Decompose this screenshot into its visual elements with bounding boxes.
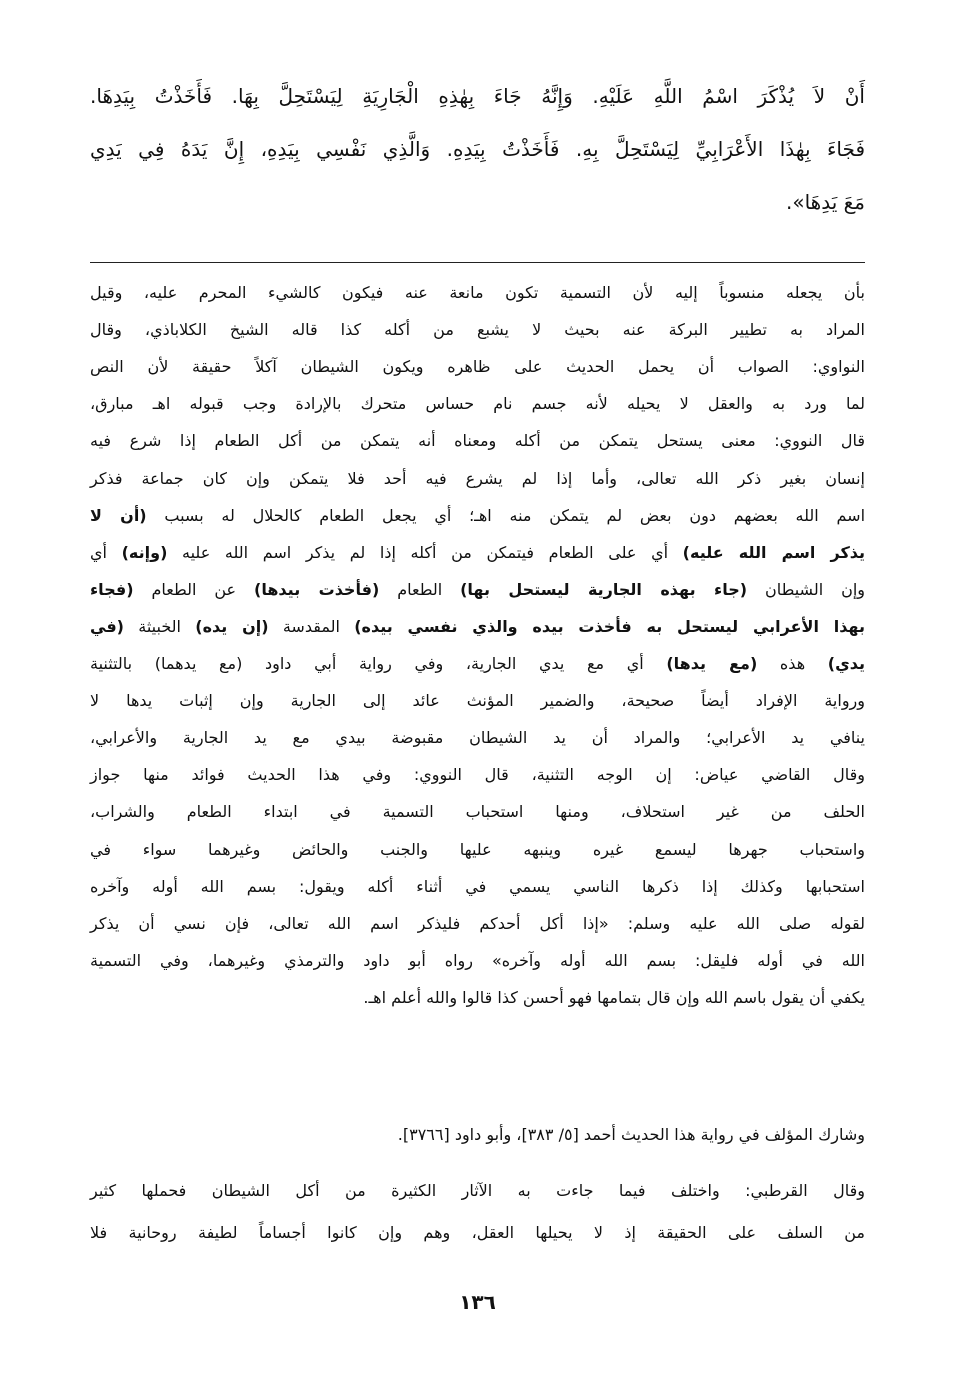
footnote-divider	[90, 262, 865, 263]
text-segment: هذه	[757, 654, 828, 673]
text-segment: المقدسة	[268, 616, 355, 636]
text-segment: لما ورد به والعقل لا يحيله لأنه جسم نام حساس متحرك بالإرادة وجب قبوله اهـ مبارق،	[90, 394, 865, 414]
bold-quote-segment: بهذا الأعرابي ليستحل به فأخذت بيده والذي نفسي بيده)	[354, 616, 866, 636]
qurtubi-line: وقال القرطبي: واختلف فيما جاءت به الآثار الكثيرة من أكل الشيطان فحملها كثير	[90, 1181, 865, 1200]
text-line	[90, 877, 865, 911]
text-segment: إنسان بغير ذكر الله تعالى، وأما إذا لم يشرع فيه أحد فلا يتمكن وإن كان جماعة فذكر	[90, 468, 865, 488]
bold-quote-segment: (وإنه)	[121, 542, 168, 562]
text-segment: قال النووي: معنى يستحل يتمكن من أكله ومعناه أنه يتمكن من أكل الطعام إذا شرع فيه	[90, 431, 865, 451]
text-line	[90, 394, 865, 428]
text-line	[90, 691, 865, 725]
text-segment: أي مع يدي الجارية، وفي رواية أبي داود (مع يدهما) بالتثنية	[90, 654, 667, 673]
text-line	[90, 283, 865, 317]
text-segment: المراد به تطيير البركة عنه بحيث لا يشبع من أكله كذا قاله الشيخ الكلاباذي، وقال	[90, 320, 865, 340]
text-line	[90, 137, 865, 177]
text-segment: الله في أوله فليقل: بسم الله أوله وآخره» رواه أبو داود والترمذي وغيرهما، وفي التسمية	[90, 950, 865, 970]
text-segment: استحبابها وكذلك إذا ذكرها الناسي يسمي في أثناء أكله ويقول: بسم الله أوله وآخره	[90, 876, 865, 896]
text-segment: يكفي أن يقول باسم الله وإن قال بتمامها فهو أحسن كذا قالوا والله أعلم اهـ.	[363, 987, 865, 1007]
bold-quote-segment: (في	[90, 616, 124, 636]
qurtubi-line: من السلف على الحقيقة إذ لا يحيلها العقل، وهم وإن كانوا أجساماً لطيفة روحانية فلا	[90, 1223, 865, 1242]
bold-quote-segment: (فأخذت بيدها)	[254, 579, 380, 599]
text-segment: ورواية الإفراد أيضاً صحيحة، والضمير المؤنث عائد إلى الجارية وإن إثبات يدها لا	[90, 691, 865, 711]
text-segment: أي	[90, 542, 122, 562]
text-segment: عن الطعام	[133, 579, 254, 599]
bold-quote-segment: (مع يدها)	[666, 654, 758, 673]
bold-quote-segment: يذكر اسم الله عليه)	[682, 542, 866, 562]
text-line	[90, 728, 865, 762]
text-line	[90, 617, 865, 651]
text-line	[90, 802, 865, 836]
text-line	[90, 357, 865, 391]
text-line	[90, 914, 865, 948]
text-segment: الطعام	[379, 579, 461, 599]
text-line	[90, 190, 865, 230]
text-segment: مَعَ يَدِهَا».	[785, 190, 865, 214]
text-segment: الحلف من غير استحلاف، ومنها استحباب التسمية في ابتداء الطعام والشراب،	[90, 802, 865, 822]
text-line	[90, 320, 865, 354]
text-segment: وقال القاضي عياض: إن الوجه التثنية، قال النووي: وفي هذا الحديث فوائد منها جواز	[90, 765, 865, 785]
page-number: ١٣٦	[459, 1290, 496, 1314]
text-line	[90, 84, 865, 124]
text-segment: أي على الطعام فيتمكن من أكله إذا لم يذكر اسم الله عليه	[167, 542, 683, 562]
bold-quote-segment: (جاء بهذه الجارية ليستحل بها)	[460, 579, 748, 599]
text-line	[90, 431, 865, 465]
text-segment: واستحباب جهرها ليسمع غيره وينبهه عليها والجنب والحائض وغيرهما سواء في	[90, 839, 865, 859]
bold-quote-segment: (إن يده)	[195, 616, 269, 636]
text-line	[90, 654, 865, 688]
text-line	[90, 580, 865, 614]
text-segment: لقوله صلى الله عليه وسلم: «إذا أكل أحدكم فليذكر اسم الله تعالى، فإن نسي أن يذكر	[90, 913, 865, 933]
text-line	[90, 506, 865, 540]
text-line	[90, 543, 865, 577]
text-segment: اسم الله بعضهم دون بعض لم يتمكن منه اهـ؛ أي يجعل الطعام كالحلال له بسبب	[146, 505, 866, 525]
text-segment: وإن الشيطان	[747, 579, 866, 599]
text-segment: النواوي: الصواب أن يحمل الحديث على ظاهره ويكون الشيطان آكلاً حقيقة لأن النص	[90, 357, 865, 377]
bold-quote-segment: (فجاء	[90, 579, 134, 599]
text-line	[90, 469, 865, 503]
text-line	[90, 840, 865, 874]
text-line	[90, 988, 865, 1022]
text-segment: الخبيثة	[123, 616, 196, 636]
text-segment: فَجَاءَ بِهٰذَا الأَعْرَابِيِّ لِيَسْتَحِلَّ بِهِ. فَأَخَذْتُ بِيَدِهِ. وَالَّذِي نَفْسِي بِيَدِهِ، إِنَّ يَدَهُ فِي يَدِي	[90, 137, 865, 161]
bold-quote-segment: (أن لا	[90, 505, 147, 525]
text-segment: بأن يجعله منسوباً إليه لأن التسمية تكون مانعة عنه فيكون كالشيء المحرم عليه، وقيل	[90, 283, 865, 302]
text-segment: ينافي يد الأعرابي؛ والمراد أن يد الشيطان مقبوضة بيدي مع يد الجارية والأعرابي،	[90, 728, 865, 748]
text-line	[90, 951, 865, 985]
bold-quote-segment: يدي)	[827, 654, 866, 673]
sharing-line: وشارك المؤلف في رواية هذا الحديث أحمد [٥/ ٣٨٣]، وأبو داود [٣٧٦٦].	[397, 1125, 865, 1144]
text-line	[90, 765, 865, 799]
text-segment: أَنْ لاَ يُذْكَرَ اسْمُ اللَّهِ عَلَيْهِ. وَإِنَّهُ جَاءَ بِهٰذِهِ الْجَارِيَةِ لِيَسْتَحِلَّ بِهَا. فَأَخَذْتُ بِيَدِهَا.	[90, 84, 865, 108]
